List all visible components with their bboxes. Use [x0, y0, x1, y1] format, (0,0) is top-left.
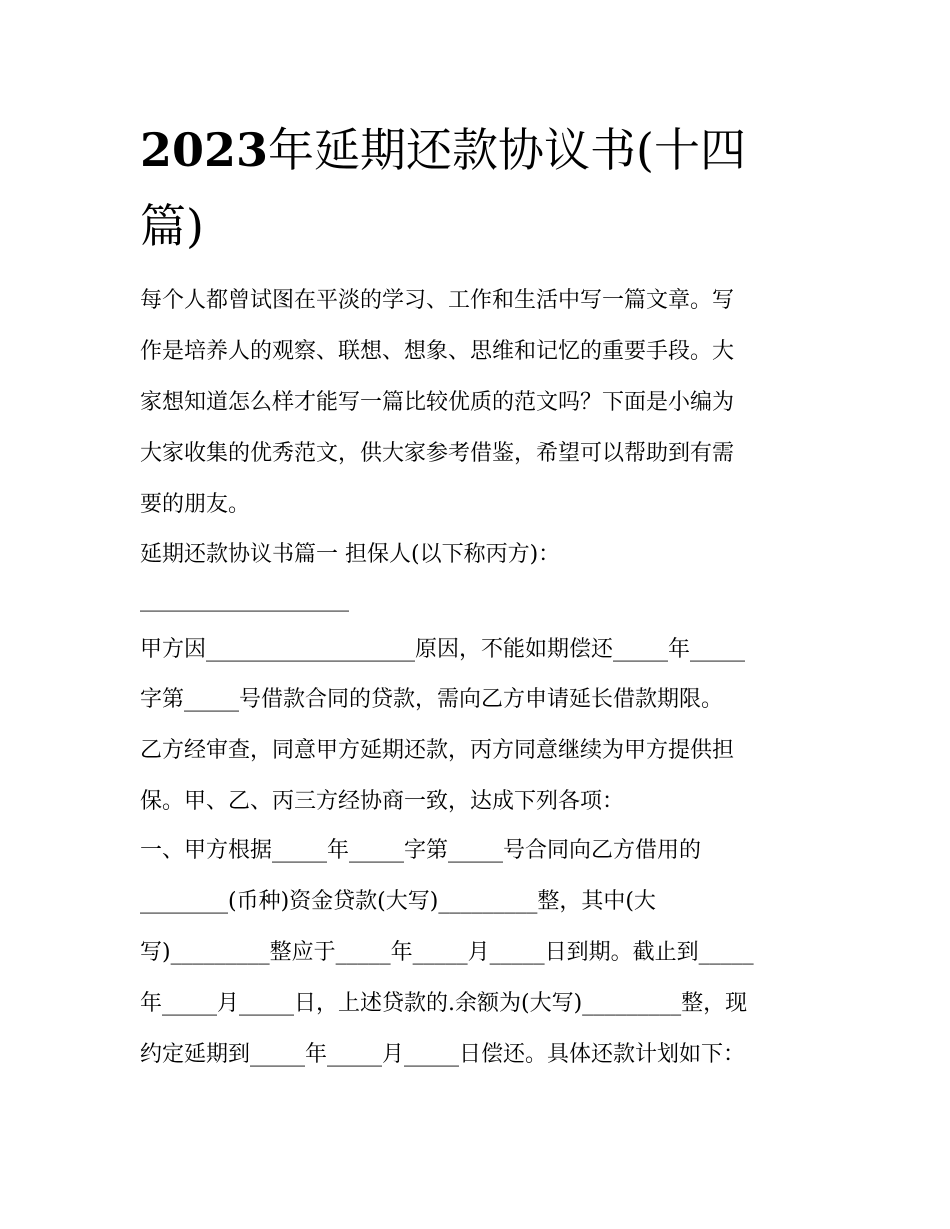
paragraph-line: 甲方因___________________原因，不能如期偿还_____年_____ [140, 637, 746, 662]
paragraph-line: 一、甲方根据_____年_____字第_____号合同向乙方借用的 [140, 838, 702, 863]
paragraph-line: 每个人都曾试图在平淡的学习、工作和生活中写一篇文章。写 [140, 288, 735, 313]
title-line2: 篇) [140, 199, 204, 253]
section-heading-line: 延期还款协议书篇一 担保人(以下称丙方)： [140, 542, 561, 567]
paragraph-line: 乙方经审查，同意甲方延期还款，丙方同意继续为甲方提供担 [140, 738, 735, 763]
title-line1-rest: 年延期还款协议书(十四 [268, 123, 746, 177]
paragraph-line: 要的朋友。 [140, 492, 251, 517]
document-title [140, 112, 820, 264]
title-year: 2023 [140, 123, 269, 177]
paragraph-line: 写)_________整应于_____年_____月_____日到期。截止到_____ [140, 940, 754, 965]
paragraph-line: 大家收集的优秀范文，供大家参考借鉴，希望可以帮助到有需 [140, 441, 735, 466]
paragraph-line: ________(币种)资金贷款(大写)_________整，其中(大 [140, 889, 656, 914]
paragraph-line: 约定延期到_____年_____月_____日偿还。具体还款计划如下： [140, 1042, 746, 1067]
blank-underline: ___________________ [140, 587, 349, 612]
paragraph-line: 作是培养人的观察、联想、想象、思维和记忆的重要手段。大 [140, 339, 735, 364]
paragraph-line: 字第_____号借款合同的贷款，需向乙方申请延长借款期限。 [140, 687, 724, 712]
paragraph-line: 家想知道怎么样才能写一篇比较优质的范文吗？下面是小编为 [140, 390, 735, 415]
paragraph-line: 年_____月_____日，上述贷款的.余额为(大写)_________整，现 [140, 991, 748, 1016]
paragraph-line: 保。甲、乙、丙三方经协商一致，达成下列各项： [140, 789, 625, 814]
